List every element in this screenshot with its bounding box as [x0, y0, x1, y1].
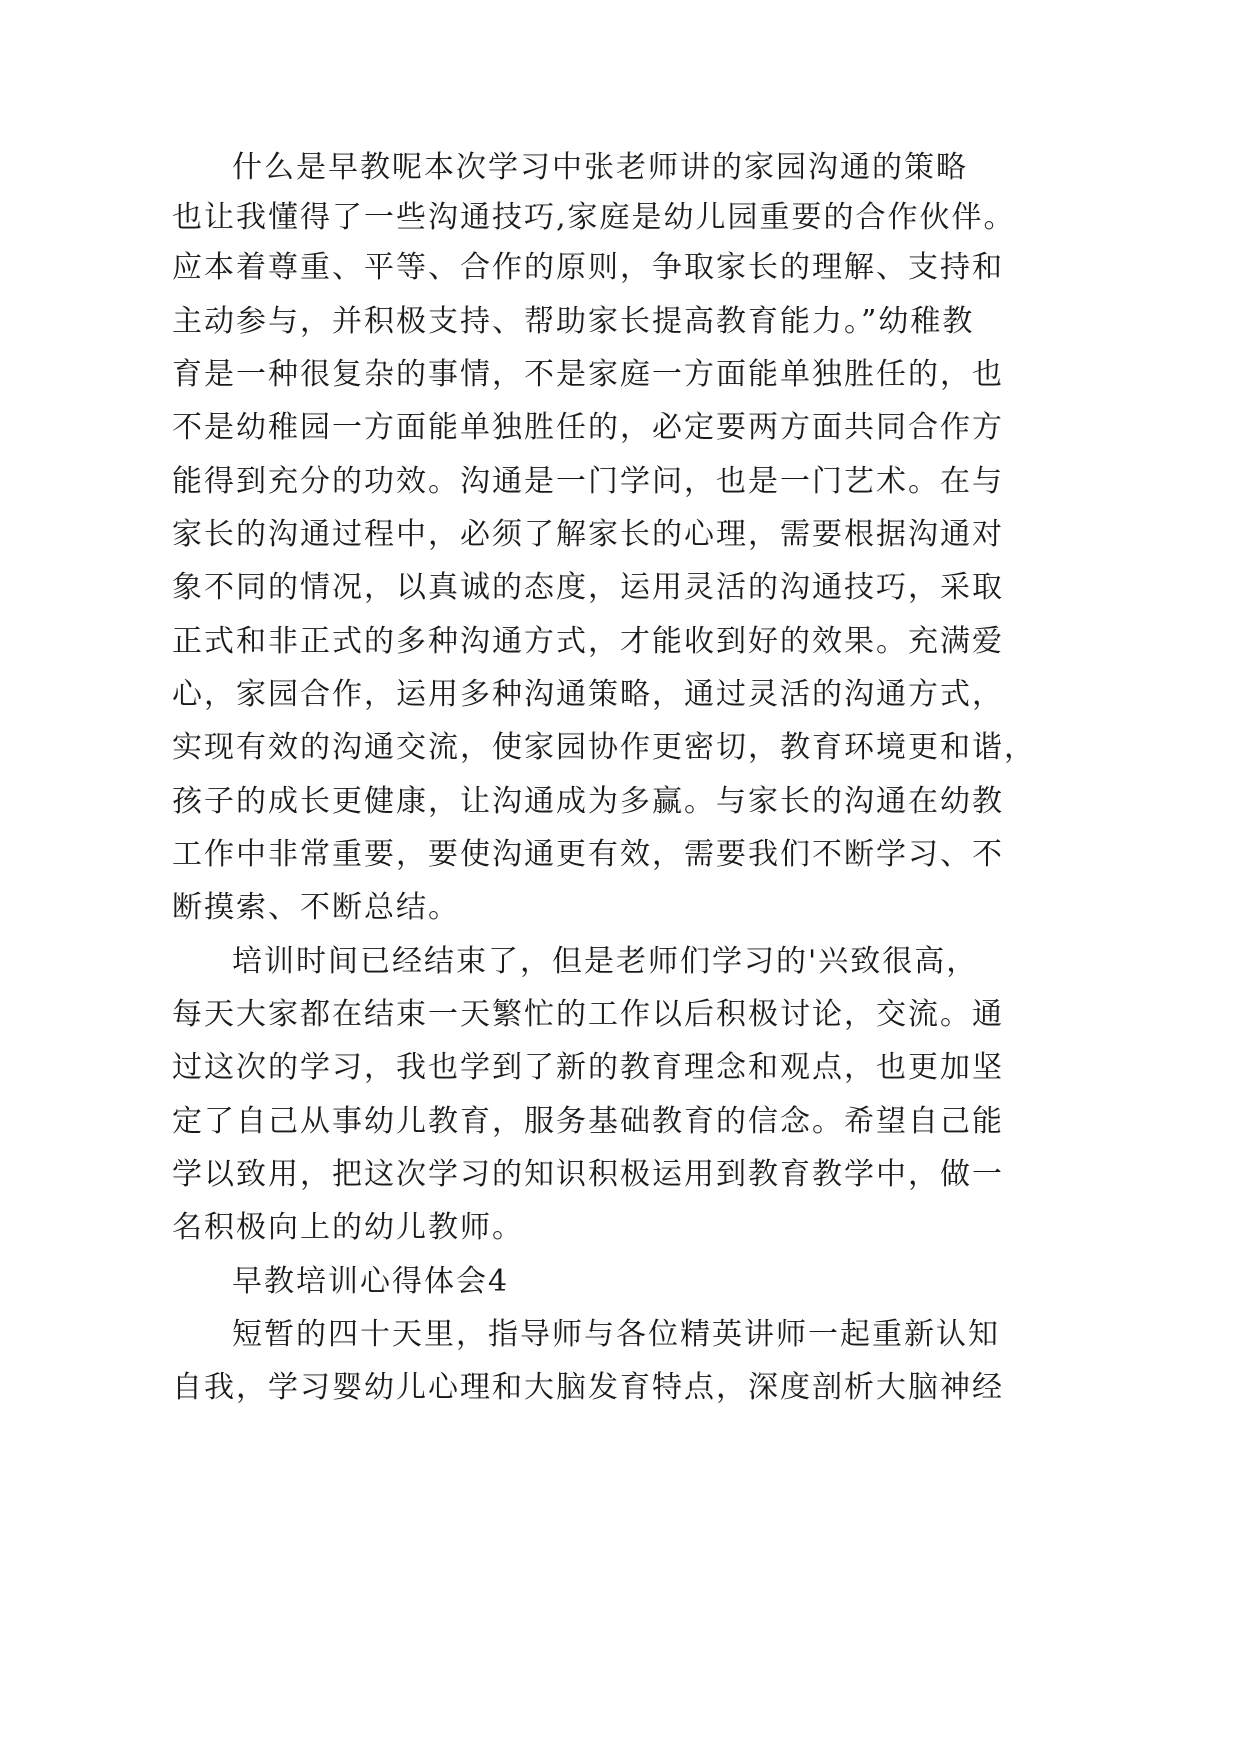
text-line: 心，家园合作，运用多种沟通策略，通过灵活的沟通方式，	[172, 677, 1004, 712]
text-line: 能得到充分的功效。沟通是一门学问，也是一门艺术。在与	[172, 464, 1004, 499]
text-line: 学以致用，把这次学习的知识积极运用到教育教学中，做一	[172, 1157, 1004, 1192]
text-line: 孩子的成长更健康，让沟通成为多赢。与家长的沟通在幼教	[172, 784, 1004, 819]
text-line: 自我，学习婴幼儿心理和大脑发育特点，深度剖析大脑神经	[172, 1370, 1004, 1405]
text-line: 什么是早教呢本次学习中张老师讲的家园沟通的策略	[232, 150, 968, 185]
text-line: 定了自己从事幼儿教育，服务基础教育的信念。希望自己能	[172, 1104, 1004, 1139]
text-line: 断摸索、不断总结。	[172, 890, 460, 925]
text-line: 实现有效的沟通交流，使家园协作更密切，教育环境更和谐，	[172, 730, 1036, 765]
text-line: 培训时间已经结束了，但是老师们学习的'兴致很高，	[232, 944, 979, 979]
text-line: 应本着尊重、平等、合作的原则，争取家长的理解、支持和	[172, 250, 1004, 285]
text-line: 正式和非正式的多种沟通方式，才能收到好的效果。充满爱	[172, 624, 1004, 659]
text-line: 短暂的四十天里，指导师与各位精英讲师一起重新认知	[232, 1317, 1000, 1352]
section-heading: 早教培训心得体会4	[232, 1264, 510, 1299]
text-line: 工作中非常重要，要使沟通更有效，需要我们不断学习、不	[172, 837, 1004, 872]
text-line: 不是幼稚园一方面能单独胜任的，必定要两方面共同合作方	[172, 410, 1004, 445]
text-line: 象不同的情况，以真诚的态度，运用灵活的沟通技巧，采取	[172, 570, 1004, 605]
text-line: 家长的沟通过程中，必须了解家长的心理，需要根据沟通对	[172, 517, 1004, 552]
text-line: 名积极向上的幼儿教师。	[172, 1210, 524, 1245]
text-line: 每天大家都在结束一天繁忙的工作以后积极讨论，交流。通	[172, 997, 1004, 1032]
text-line: 也让我懂得了一些沟通技巧,家庭是幼儿园重要的合作伙伴。	[172, 200, 1016, 235]
text-line: 过这次的学习，我也学到了新的教育理念和观点，也更加坚	[172, 1050, 1004, 1085]
text-line: 主动参与，并积极支持、帮助家长提高教育能力。”幼稚教	[172, 304, 975, 339]
text-line: 育是一种很复杂的事情，不是家庭一方面能单独胜任的，也	[172, 357, 1004, 392]
